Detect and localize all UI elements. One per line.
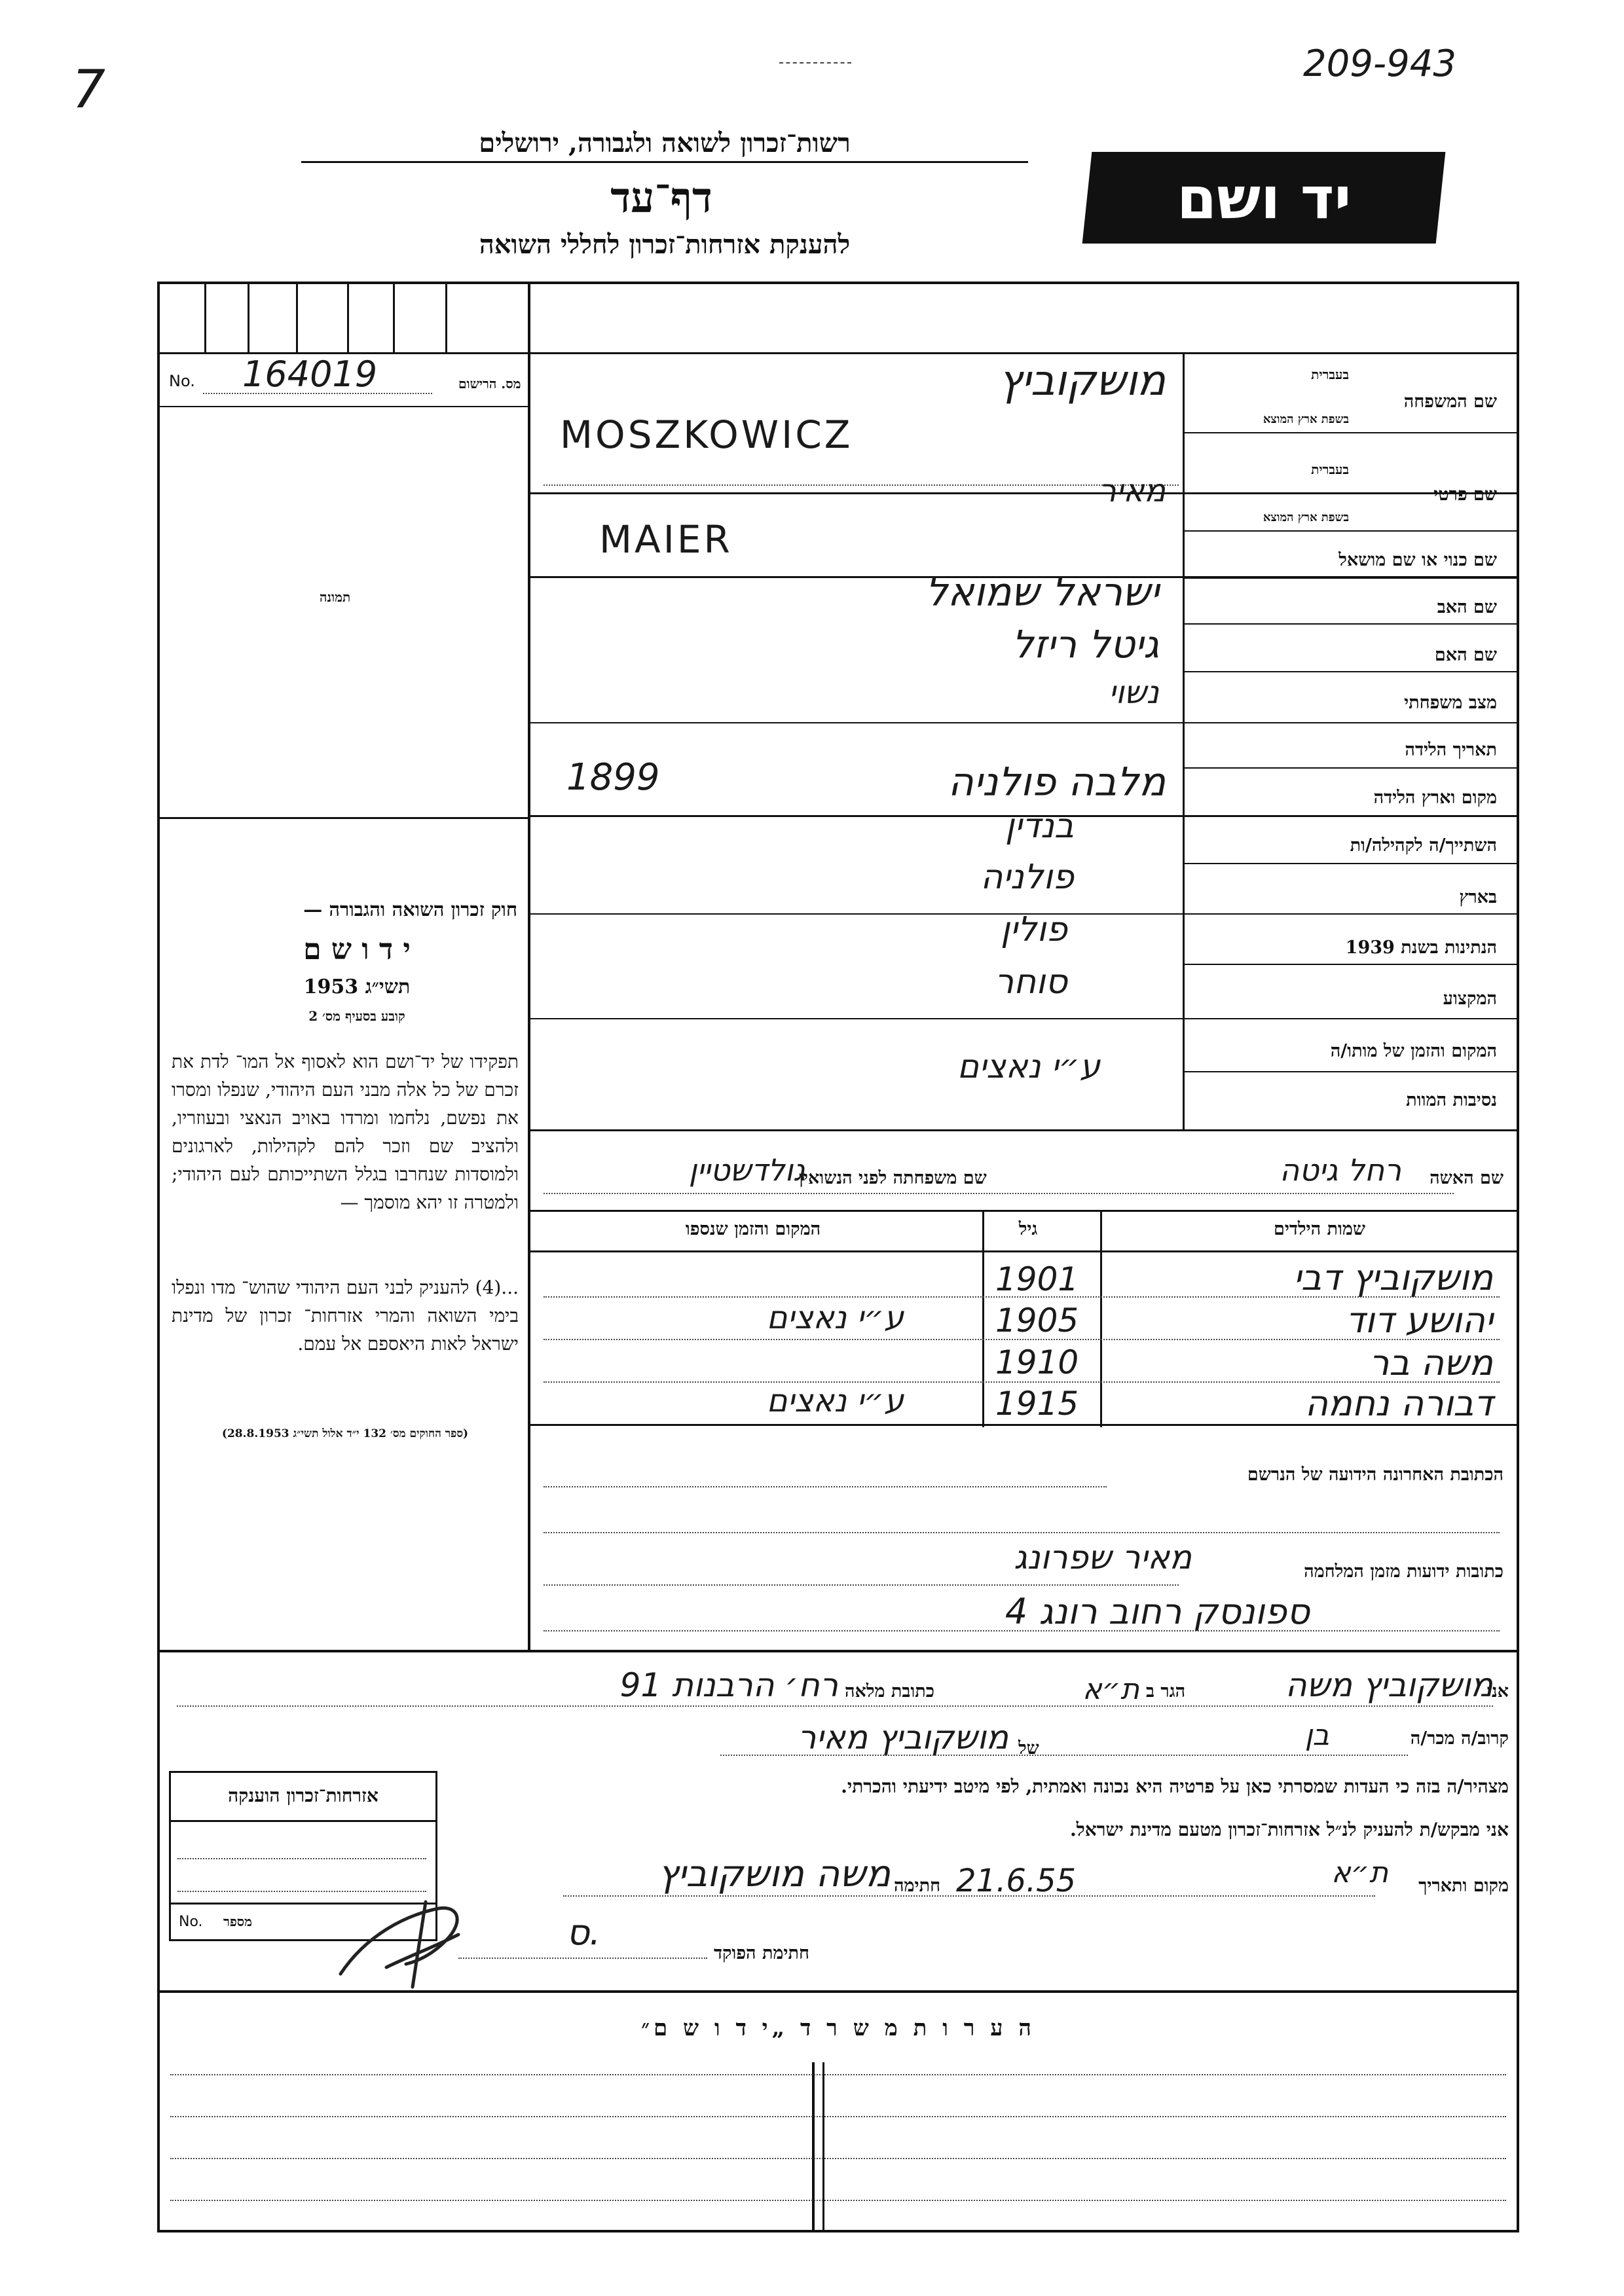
last-address-label: הכתובת האחרונה הידועה של הנרשם <box>1247 1465 1504 1485</box>
corner-left-mark: 7 <box>72 59 105 120</box>
birth-place-label: מקום וארץ הלידה <box>1373 788 1497 808</box>
family-name-orig: MOSZKOWICZ <box>560 412 853 457</box>
citizenship-label: הנתינות בשנת 1939 <box>1345 938 1497 958</box>
child-age: 1915 <box>995 1385 1079 1423</box>
family-name-sub-he: בעברית <box>1311 367 1349 382</box>
community-value: בנדין <box>1005 807 1074 846</box>
first-name-sub-orig: בשפת ארץ המוצא <box>1263 511 1349 524</box>
child-place: ע״י נאצים <box>766 1383 904 1419</box>
child-name: יהושע דוד <box>1346 1300 1493 1341</box>
country-label: בארץ <box>1459 887 1497 907</box>
left-column-divider <box>528 284 530 1652</box>
relative-label: קרוב/ה מכר/ה <box>1410 1728 1509 1749</box>
maiden-value: גולדשטיין <box>688 1152 805 1188</box>
lives-value: ת״א <box>1082 1673 1139 1706</box>
declaration-divider <box>160 1650 1517 1652</box>
registration-number: 164019 <box>242 354 378 395</box>
first-name-orig: MAIER <box>599 517 733 562</box>
statement-text: מצהיר/ה בזה כי העדות שמסרתי כאן על פרטיה היא נכונה ואמתית, לפי מיטב ידיעתי והכרתי. <box>841 1776 1509 1797</box>
archive-number: 209-943 <box>1303 43 1456 85</box>
law-name: י ד ו ש ם <box>303 933 411 966</box>
of-label: של <box>1018 1738 1039 1758</box>
wife-value: רחל גיטה <box>1280 1152 1401 1188</box>
registration-no-label: No. <box>169 372 195 390</box>
first-name-he: מאיר <box>1098 473 1166 509</box>
officer-mark: ס. <box>566 1912 601 1953</box>
photo-box-bottom <box>160 817 528 819</box>
law-text-2: ...(4) להעניק לבני העם היהודי שהוש־ מדו ונפלו בימי השואה והמרי אזרחות־ זכרון של מדינת ישראל לאות היאספם אל עמם. <box>172 1277 519 1355</box>
granted-title: אזרחות־זכרון הוענקה <box>228 1785 378 1806</box>
family-name-sub-orig: בשפת ארץ המוצא <box>1263 412 1349 426</box>
ani-label: אני <box>1486 1681 1509 1702</box>
address-value: רח׳ הרבנות 91 <box>619 1666 838 1704</box>
child-name: דבורה נחמה <box>1304 1383 1493 1424</box>
children-names-header: שמות הילדים <box>1273 1219 1366 1239</box>
profession-label: המקצוע <box>1443 989 1497 1009</box>
first-name-label: שם פרטי <box>1433 484 1497 505</box>
signature-label: חתימה <box>894 1876 941 1896</box>
granted-no-label: No. <box>179 1914 203 1930</box>
law-text-1: תפקידו של יד־ושם הוא לאסוף אל המו־ לדת את זכרם של כל אלה מבני העם היהודי, שנפלו ומסרו את נפשם, נלחמו ומרדו באויב הנאצי ובעוזריו, ולהציב שם וזכר להם לקהילות, לארגונים ולמוסדות שנחרבו בגלל השתייכותם לעם היהודי; ולמטרה זו יהא מוסמך — <box>172 1051 519 1213</box>
top-stamp-line <box>779 62 851 64</box>
granted-number-label: מספר <box>223 1914 252 1929</box>
war-address-2: ספונסק רחוב רונג 4 <box>1005 1591 1310 1632</box>
maiden-label: שם משפחתה לפני הנשואין <box>799 1168 987 1188</box>
child-name: מושקוביץ דבי <box>1293 1257 1493 1298</box>
law-heading: חוק זכרון השואה והגבורה — <box>303 898 517 920</box>
place-date-label: מקום ותאריך <box>1418 1876 1509 1896</box>
children-col-1 <box>982 1211 984 1427</box>
mother-value: גיטל ריזל <box>1012 622 1159 666</box>
death-place-label: המקום והזמן של מותו/ה <box>1330 1041 1497 1061</box>
registration-label: מס. הרישום <box>458 376 521 392</box>
of-value: מושקוביץ מאיר <box>798 1719 1008 1757</box>
citizenship-value: פולין <box>1001 910 1067 949</box>
remarks-divider <box>160 1990 1517 1993</box>
officer-label: חתימת הפוקד <box>714 1943 809 1963</box>
birth-place-value: מלבה פולניה <box>948 759 1166 805</box>
form-title: דף־עד <box>610 173 712 223</box>
lives-label: הגר ב <box>1146 1681 1186 1702</box>
family-name-he: מושקוביץ <box>999 357 1166 405</box>
marital-value: נשוי <box>1108 674 1159 711</box>
authority-line: רשות־זכרון לשואה ולגבורה, ירושלים <box>301 128 1028 163</box>
country-value: פולניה <box>980 858 1074 897</box>
request-text: אני מבקש/ת להעניק לנ״ל אזרחות־זכרון מטעם מדינת ישראל. <box>1069 1819 1509 1840</box>
relative-value: בן <box>1304 1719 1329 1752</box>
first-name-sub-he: בעברית <box>1311 462 1349 477</box>
war-address-1: מאיר שפרונג <box>1014 1539 1192 1576</box>
child-age: 1910 <box>995 1343 1079 1381</box>
child-place: ע״י נאצים <box>766 1300 904 1336</box>
children-age-header: גיל <box>1018 1219 1038 1239</box>
place-value: ת״א <box>1331 1856 1388 1889</box>
child-name: משה בר <box>1369 1342 1493 1383</box>
marital-label: מצב משפחתי <box>1404 693 1497 713</box>
remarks-title: ה ע ר ו ת מ ש ר ד „י ד ו ש ם״ <box>641 2015 1035 2041</box>
death-circ-label: נסיבות המוות <box>1406 1090 1497 1110</box>
logo-text: יד ושם <box>1176 164 1352 232</box>
children-col-2 <box>1100 1211 1102 1427</box>
birth-date-value: 1899 <box>566 756 660 799</box>
label-column-divider <box>1183 352 1185 1131</box>
birth-date-label: תאריך הלידה <box>1405 740 1497 760</box>
ani-value: מושקוביץ משה <box>1285 1666 1493 1704</box>
mother-label: שם האם <box>1434 645 1497 665</box>
war-addresses-label: כתובות ידועות מזמן המלחמה <box>1304 1561 1504 1582</box>
law-source: (ספר החוקים מס׳ 132 י״ד אלול תשי״ג 28.8.1953) <box>221 1427 469 1440</box>
children-place-header: המקום והזמן שנספו <box>685 1219 821 1239</box>
nickname-label: שם כנוי או שם מושאל <box>1338 550 1497 570</box>
law-year: תשי״ג 1953 <box>303 975 411 998</box>
profession-value: סוחר <box>994 962 1067 1002</box>
child-age: 1901 <box>995 1260 1079 1298</box>
wife-label: שם האשה <box>1430 1168 1504 1188</box>
father-label: שם האב <box>1437 597 1497 617</box>
father-value: ישראל שמואל <box>925 570 1159 615</box>
form-subtitle: להענקת אזרחות־זכרון לחללי השואה <box>479 229 851 260</box>
date-value: 21.6.55 <box>956 1863 1077 1899</box>
address-label: כתובת מלאה <box>845 1681 934 1702</box>
child-age: 1905 <box>995 1302 1079 1339</box>
community-label: השתייך/ה לקהילה/ות <box>1350 835 1497 856</box>
remarks-col-divider <box>812 2062 815 2230</box>
photo-label: תמונה <box>320 589 351 605</box>
law-clause: קובע בסעיף מס׳ 2 <box>308 1008 405 1024</box>
signature-value: משה מושקוביץ <box>657 1853 891 1895</box>
remarks-col-divider-2 <box>822 2062 824 2230</box>
yad-vashem-logo <box>1082 152 1446 244</box>
death-place-value: ע״י נאצים <box>957 1048 1100 1085</box>
officer-signature-scribble <box>327 1895 498 1994</box>
family-name-label: שם המשפחה <box>1403 392 1497 412</box>
